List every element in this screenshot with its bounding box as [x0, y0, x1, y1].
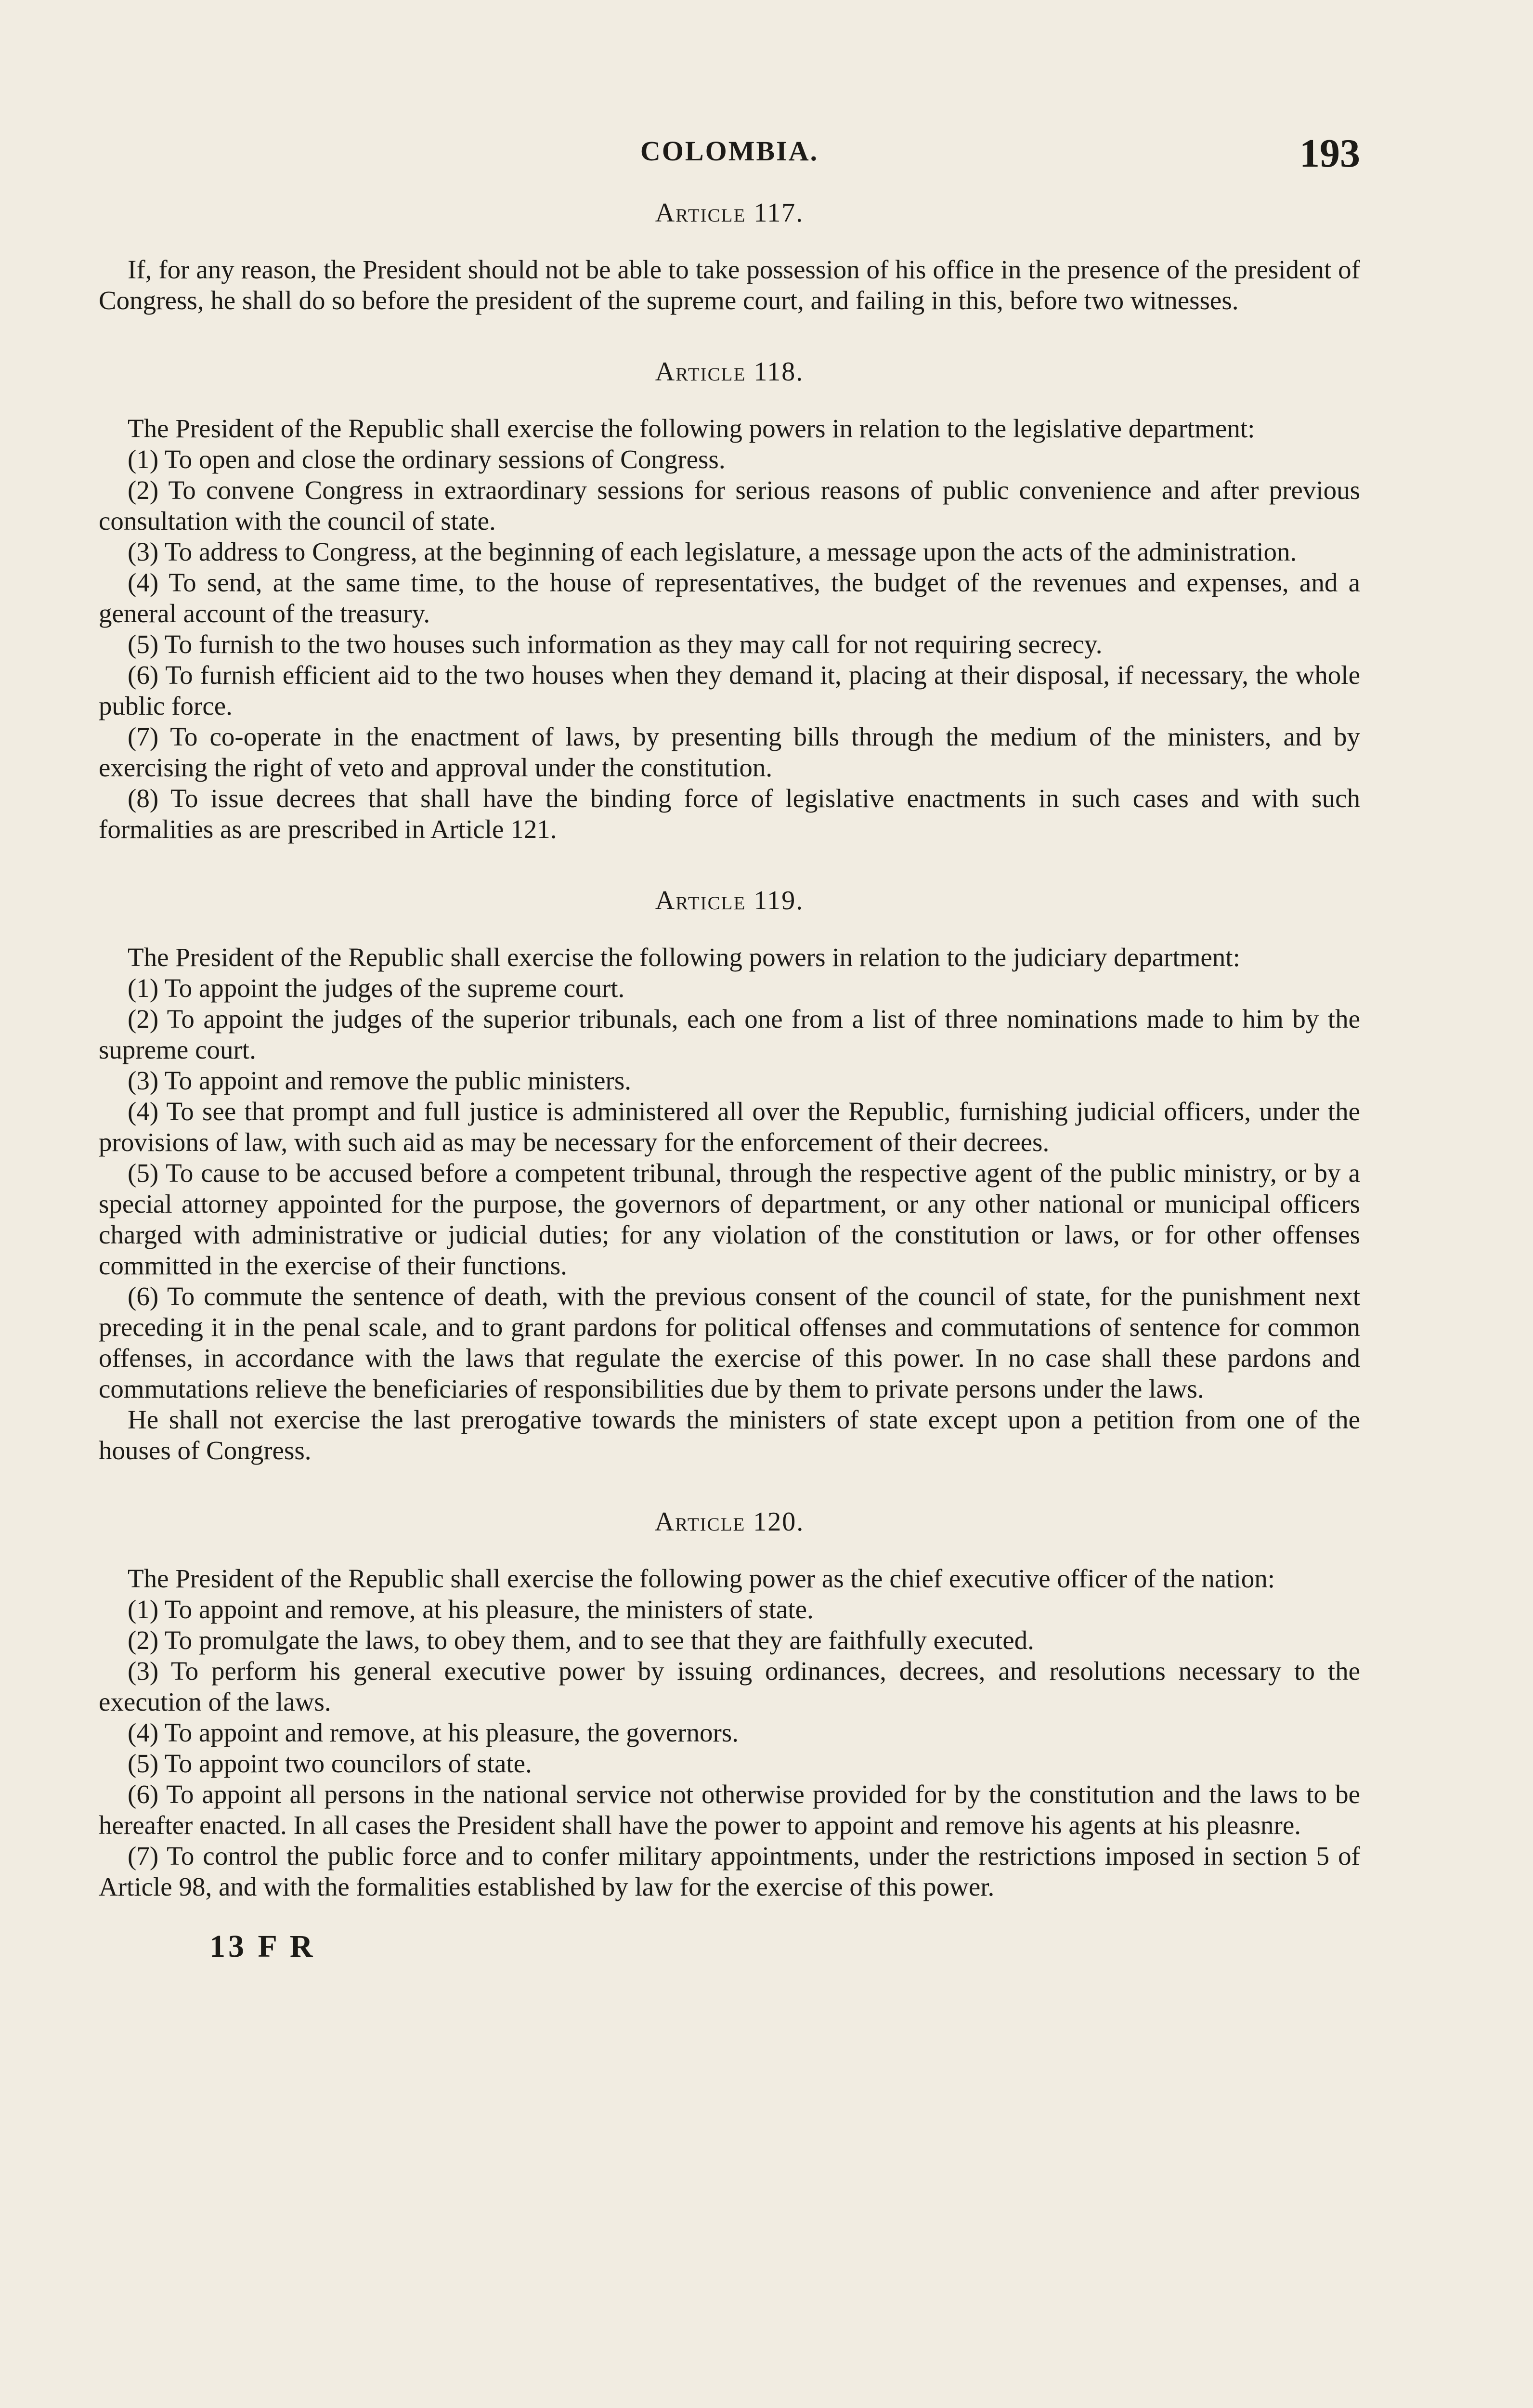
list-item: (4) To appoint and remove, at his pleasure, the governors. — [128, 1718, 739, 1747]
page-number: 193 — [1299, 131, 1360, 176]
list-item: (5) To cause to be accused before a competent tribunal, through the respective agent of the public ministry, or by a special attorney appointed for the purpose, the governors of department, or any other national or municipal officers charged with administrative or judicial duties; for any violation of the constitution or laws, or for other offenses committed in the exercise of their functions. — [99, 1158, 1360, 1280]
paragraph: The President of the Republic shall exercise the following powers in relation to the judiciary department: — [128, 942, 1240, 972]
list-item: (3) To perform his general executive power by issuing ordinances, decrees, and resolutions necessary to the execution of the laws. — [99, 1656, 1360, 1716]
article-heading: Article 118. — [655, 357, 804, 387]
list-item: (1) To appoint the judges of the supreme court. — [128, 973, 625, 1003]
article-119 — [99, 885, 1360, 1466]
paragraph: If, for any reason, the President should not be able to take possession of his office in the presence of the president of Congress, he shall do so before the president of the supreme court, and failing in this, before two witnesses. — [99, 255, 1360, 315]
list-item: (6) To commute the sentence of death, with the previous consent of the council of state, for the punishment next preceding it in the penal scale, and to grant pardons for political offenses and commutations of sentence for common offenses, in accordance with the laws that regulate the exercise of this power. In no case shall these pardons and commutations relieve the beneficiaries of responsibilities due by them to private persons under the laws. — [99, 1282, 1360, 1403]
list-item: (3) To appoint and remove the public ministers. — [128, 1066, 632, 1095]
list-item: (8) To issue decrees that shall have the binding force of legislative enactments in such cases and with such formalities as are prescribed in Article 121. — [99, 784, 1360, 844]
signature-mark: 13 F R — [209, 1929, 316, 1964]
list-item: (5) To furnish to the two houses such information as they may call for not requiring secrecy. — [128, 629, 1103, 659]
article-heading: Article 119. — [655, 886, 804, 916]
list-item: (1) To open and close the ordinary sessions of Congress. — [128, 445, 726, 474]
list-item: (6) To furnish efficient aid to the two houses when they demand it, placing at their disposal, if necessary, the whole public force. — [99, 660, 1360, 720]
list-item: (7) To control the public force and to confer military appointments, under the restrictions imposed in section 5 of Article 98, and with the formalities established by law for the exercise of this power. — [99, 1841, 1360, 1901]
running-title: COLOMBIA. — [640, 135, 819, 167]
paragraph: The President of the Republic shall exercise the following powers in relation to the legislative department: — [128, 414, 1255, 443]
page-content — [99, 130, 1360, 1965]
list-item: (1) To appoint and remove, at his pleasure, the ministers of state. — [128, 1595, 814, 1624]
article-117 — [99, 197, 1360, 316]
running-head — [99, 130, 1360, 183]
article-heading: Article 120. — [654, 1507, 805, 1537]
list-item: (4) To see that prompt and full justice is administered all over the Republic, furnishing judicial officers, under the provisions of law, with such aid as may be necessary for the enforcement of their decrees. — [99, 1097, 1360, 1157]
paragraph: He shall not exercise the last prerogative towards the ministers of state except upon a petition from one of the houses of Congress. — [99, 1405, 1360, 1465]
list-item: (5) To appoint two councilors of state. — [128, 1749, 532, 1778]
article-heading: Article 117. — [655, 198, 804, 228]
article-118 — [99, 356, 1360, 845]
list-item: (4) To send, at the same time, to the house of representatives, the budget of the revenues and expenses, and a general account of the treasury. — [99, 568, 1360, 628]
list-item: (2) To convene Congress in extraordinary sessions for serious reasons of public convenience and after previous consultation with the council of state. — [99, 475, 1360, 536]
list-item: (2) To promulgate the laws, to obey them, and to see that they are faithfully executed. — [128, 1625, 1034, 1655]
list-item: (7) To co-operate in the enactment of laws, by presenting bills through the medium of the ministers, and by exercising the right of veto and approval under the constitution. — [99, 722, 1360, 782]
article-120 — [99, 1506, 1360, 1902]
list-item: (2) To appoint the judges of the superior tribunals, each one from a list of three nominations made to him by the supreme court. — [99, 1004, 1360, 1064]
list-item: (3) To address to Congress, at the beginning of each legislature, a message upon the acts of the administration. — [128, 537, 1297, 566]
list-item: (6) To appoint all persons in the national service not otherwise provided for by the constitution and the laws to be hereafter enacted. In all cases the President shall have the power to appoint and remove his agents at his pleasnre. — [99, 1780, 1360, 1840]
paragraph: The President of the Republic shall exercise the following power as the chief executive officer of the nation: — [128, 1564, 1275, 1593]
